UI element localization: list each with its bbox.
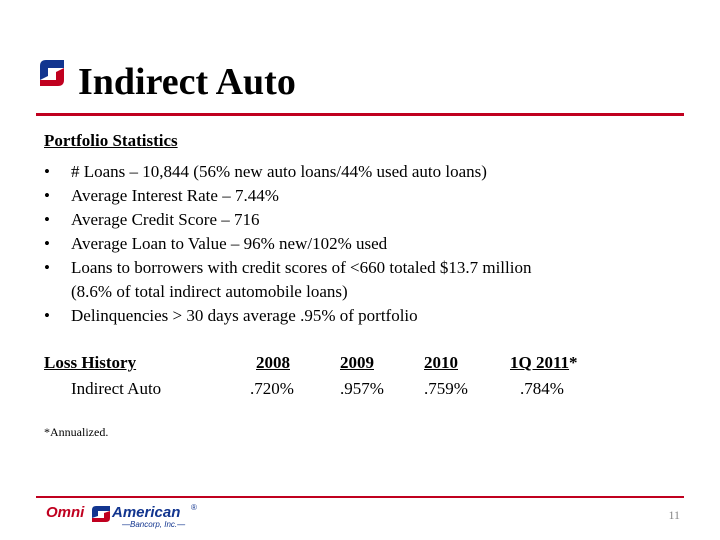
- table-cell: .784%: [520, 379, 564, 398]
- bullet-item: [44, 208, 684, 232]
- bullet-item: [44, 232, 684, 256]
- footer-divider: [36, 496, 684, 498]
- bullet-text: Average Interest Rate – 7.44%: [71, 186, 279, 205]
- bullet-item: [44, 256, 684, 304]
- title-divider: [36, 113, 684, 116]
- column-header: 1Q 2011: [510, 353, 570, 372]
- bullet-text: Average Loan to Value – 96% new/102% used: [71, 234, 388, 253]
- bullet-symbol: •: [44, 162, 50, 181]
- logo-subtitle: —Bancorp, Inc.—: [122, 520, 186, 529]
- bullet-item: [44, 184, 684, 208]
- portfolio-heading: Portfolio Statistics: [44, 131, 178, 150]
- column-header-last: [510, 352, 578, 374]
- page-number: 11: [668, 508, 680, 522]
- bullet-text: Loans to borrowers with credit scores of <660 totaled $13.7 million: [71, 258, 532, 277]
- table-cell: .957%: [340, 379, 384, 398]
- loss-history-heading: Loss History: [44, 353, 137, 372]
- bullet-text-continuation: (8.6% of total indirect automobile loans): [71, 282, 348, 301]
- bullet-symbol: •: [44, 234, 50, 253]
- page-title: Indirect Auto: [78, 61, 296, 103]
- company-logo: [46, 503, 206, 531]
- bullet-symbol: •: [44, 210, 50, 229]
- row-label: Indirect Auto: [71, 379, 162, 398]
- logo-omni-text: Omni: [46, 504, 85, 521]
- bullet-symbol: •: [44, 258, 50, 277]
- column-header: 2009: [340, 353, 374, 372]
- bullet-item: [44, 160, 684, 184]
- bullet-symbol: •: [44, 186, 50, 205]
- bullet-text: Delinquencies > 30 days average .95% of portfolio: [71, 306, 418, 325]
- bullet-symbol: •: [44, 306, 50, 325]
- table-cell: .759%: [424, 379, 468, 398]
- footnote: *Annualized.: [44, 425, 109, 439]
- omniamerican-mark-icon: [36, 56, 68, 90]
- logo-registered-mark: ®: [191, 503, 197, 512]
- column-header: 2008: [256, 353, 290, 372]
- logo-mark-icon: [90, 504, 112, 524]
- table-cell: .720%: [250, 379, 294, 398]
- column-header: 2010: [424, 353, 458, 372]
- portfolio-bullet-list: [44, 160, 684, 328]
- bullet-text: # Loans – 10,844 (56% new auto loans/44% used auto loans): [71, 162, 487, 181]
- bullet-text: Average Credit Score – 716: [71, 210, 260, 229]
- bullet-item: [44, 304, 684, 328]
- logo-american-text: American: [112, 504, 181, 521]
- annualized-marker: *: [569, 353, 578, 372]
